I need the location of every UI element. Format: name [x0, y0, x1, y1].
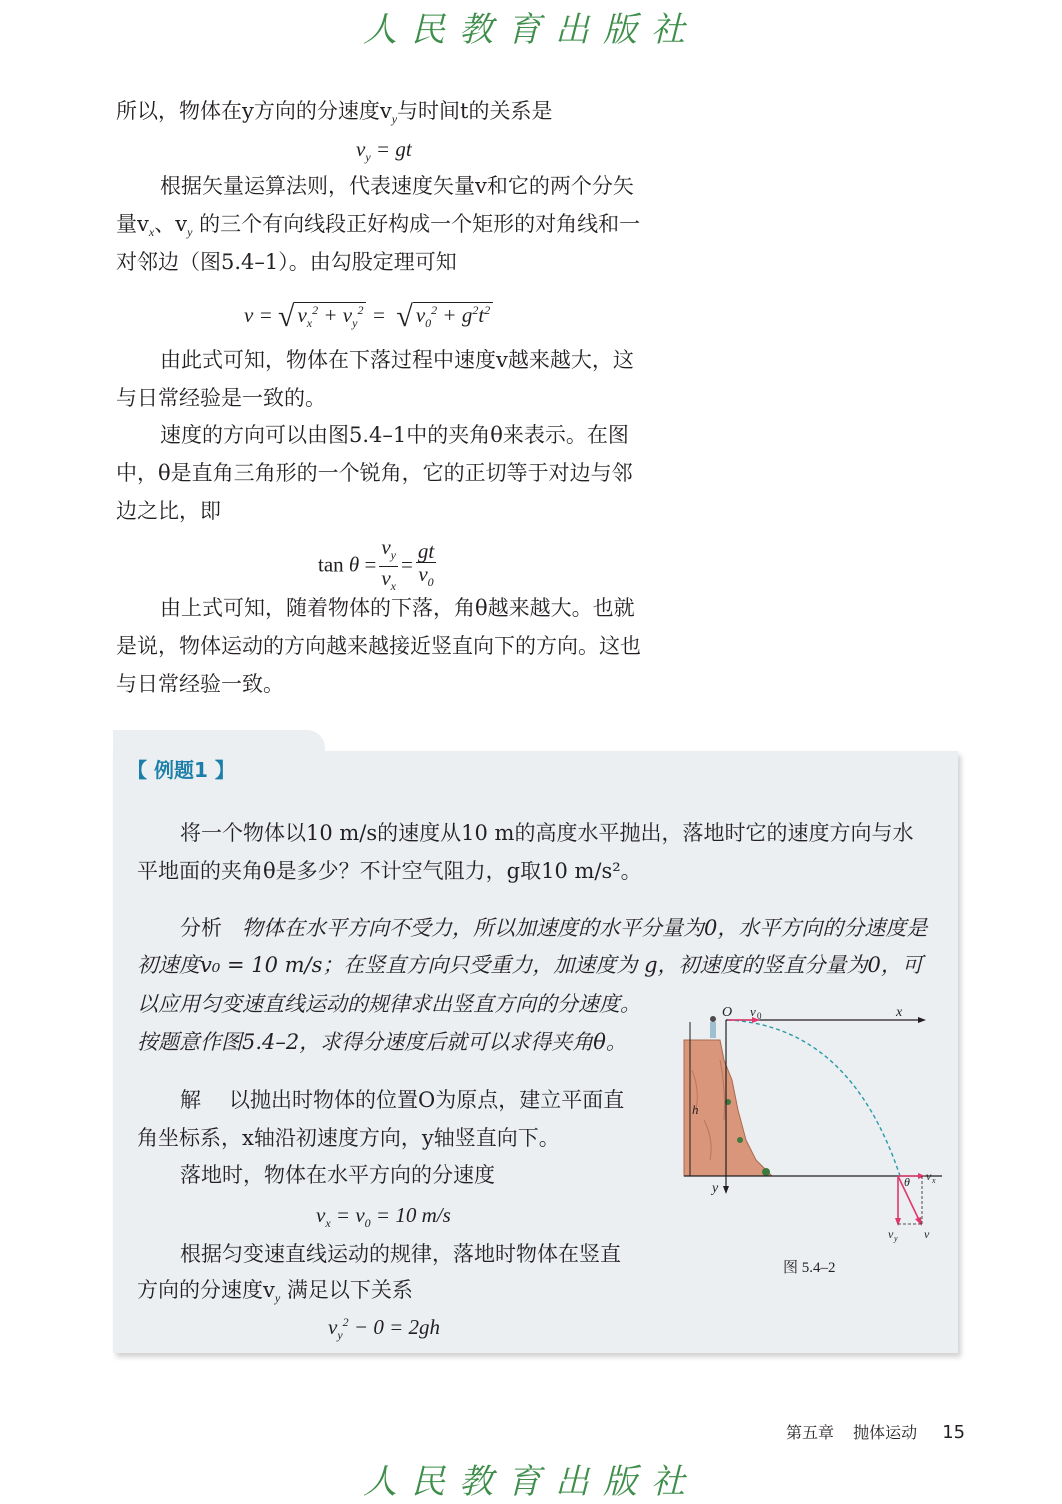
- svg-text:y: y: [712, 1181, 719, 1196]
- solution-line-3: 落地时，物体在水平方向的分速度: [180, 1163, 495, 1187]
- body-line-9: 边之比，即: [116, 499, 221, 523]
- question-line-1: 将一个物体以10 m/s的速度从10 m的高度水平抛出，落地时它的速度方向与水: [180, 821, 914, 845]
- body-line-10: 由上式可知，随着物体的下落，角θ越来越大。也就: [160, 596, 635, 620]
- body-line-2: 根据矢量运算法则，代表速度矢量v和它的两个分矢: [160, 174, 634, 198]
- analysis-line-4: 按题意作图5.4–2，求得分速度后就可以求得夹角θ。: [137, 1030, 627, 1054]
- analysis-line-2: 初速度v₀ = 10 m/s；在竖直方向只受重力，加速度为 g，初速度的竖直分量为0，可: [137, 953, 923, 977]
- publisher-logo-bottom: 人民教育出版社: [363, 1462, 699, 1502]
- svg-text:x: x: [932, 1176, 936, 1185]
- solution-label: 解: [180, 1088, 201, 1112]
- section-label: 抛体运动: [853, 1423, 918, 1442]
- svg-text:O: O: [722, 1005, 733, 1020]
- equation-vy: $v_y$ = gt: [356, 137, 412, 165]
- body-line-7: 速度的方向可以由图5.4–1中的夹角θ来表示。在图: [160, 423, 629, 447]
- example-title: 【 例题1 】: [127, 758, 235, 782]
- equation-speed: v = √ $v_x^2 + v_y^2$ = √ $v_0^2 + g^2t^2$: [244, 300, 493, 334]
- svg-text:v: v: [924, 1227, 930, 1241]
- svg-text:v: v: [926, 1169, 932, 1183]
- body-line-6: 与日常经验是一致的。: [116, 386, 326, 410]
- equation-vx: $v_x = v_0 = 10$ m/s: [316, 1203, 451, 1231]
- question-line-2: 平地面的夹角θ是多少？不计空气阻力，g取10 m/s²。: [137, 859, 642, 883]
- chapter-label: 第五章: [786, 1423, 835, 1442]
- solution-line-2: 角坐标系，x轴沿初速度方向，y轴竖直向下。: [137, 1126, 560, 1150]
- projectile-figure: [680, 1000, 950, 1250]
- analysis-line-3: 以应用匀变速直线运动的规律求出竖直方向的分速度。: [137, 992, 641, 1016]
- body-line-5: 由此式可知，物体在下落过程中速度v越来越大，这: [160, 348, 634, 372]
- body-line-11: 是说，物体运动的方向越来越接近竖直向下的方向。这也: [116, 634, 641, 658]
- publisher-logo-top: 人民教育出版社: [363, 10, 699, 50]
- page-footer: [786, 1420, 979, 1443]
- body-line-12: 与日常经验一致。: [116, 672, 284, 696]
- solution-line-6: 方向的分速度$v_y$ 满足以下关系: [137, 1278, 413, 1306]
- solution-line-5: 根据匀变速直线运动的规律，落地时物体在竖直: [180, 1242, 621, 1266]
- svg-text:0: 0: [757, 1011, 762, 1021]
- analysis-line-1: 分析 物体在水平方向不受力，所以加速度的水平分量为0，水平方向的分速度是: [180, 916, 928, 940]
- svg-text:v: v: [888, 1227, 894, 1241]
- equation-tan: tan θ = $\frac{v_y}{v_x}$ = $\frac{gt}{v_0}$: [318, 535, 435, 594]
- body-line-3: 量$v_x$、$v_y$ 的三个有向线段正好构成一个矩形的对角线和一: [116, 212, 641, 240]
- svg-text:θ: θ: [904, 1175, 910, 1189]
- svg-text:x: x: [896, 1005, 903, 1020]
- svg-text:v: v: [750, 1004, 756, 1019]
- body-line-4: 对邻边（图5.4–1）。由勾股定理可知: [116, 250, 457, 274]
- analysis-label: 分析: [180, 916, 222, 940]
- figure-caption: 图 5.4–2: [783, 1260, 836, 1276]
- svg-text:h: h: [692, 1102, 699, 1117]
- body-line-1: 所以，物体在y方向的分速度$v_y$与时间t的关系是: [116, 99, 553, 127]
- equation-vy-squared: $v_y^2 - 0 = 2gh$: [328, 1315, 440, 1343]
- svg-text:y: y: [894, 1234, 898, 1243]
- page-number: 15: [942, 1422, 966, 1443]
- body-line-8: 中，θ是直角三角形的一个锐角，它的正切等于对边与邻: [116, 461, 633, 485]
- solution-line-1: 解 以抛出时物体的位置O为原点，建立平面直: [180, 1088, 625, 1112]
